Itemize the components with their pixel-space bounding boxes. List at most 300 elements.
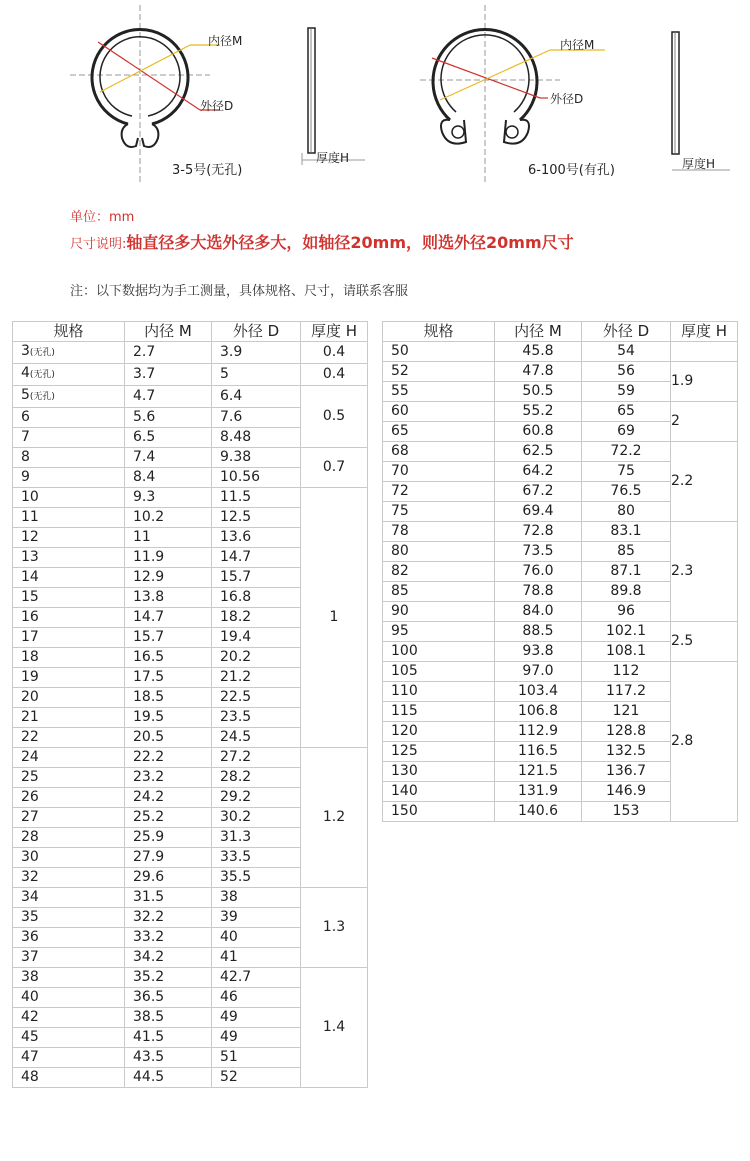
cell-size: [383, 562, 495, 582]
cell-inner-diameter: 24.2: [125, 788, 212, 808]
size-value: 100: [391, 643, 418, 659]
cell-size: [383, 522, 495, 542]
cell-inner-diameter: 62.5: [495, 442, 582, 462]
cell-outer-diameter: 35.5: [212, 868, 301, 888]
measurement-note: 注：以下数据均为手工测量，具体规格、尺寸，请联系客服: [70, 284, 409, 299]
thickness-label: 厚度H: [316, 151, 350, 165]
table-row: [13, 448, 368, 468]
cell-outer-diameter: 51: [212, 1048, 301, 1068]
cell-inner-diameter: 47.8: [495, 362, 582, 382]
size-value: 28: [21, 829, 39, 845]
cell-size: [13, 508, 125, 528]
cell-outer-diameter: 29.2: [212, 788, 301, 808]
cell-thickness: 2.2: [671, 442, 738, 522]
cell-outer-diameter: 33.5: [212, 848, 301, 868]
cell-outer-diameter: 89.8: [582, 582, 671, 602]
cell-outer-diameter: 15.7: [212, 568, 301, 588]
size-value: 37: [21, 949, 39, 965]
size-value: 20: [21, 689, 39, 705]
cell-size: [383, 662, 495, 682]
cell-outer-diameter: 3.9: [212, 342, 301, 364]
cell-outer-diameter: 56: [582, 362, 671, 382]
cell-inner-diameter: 140.6: [495, 802, 582, 822]
cell-inner-diameter: 45.8: [495, 342, 582, 362]
header-size: 规格: [383, 322, 495, 342]
table-row: [13, 364, 368, 386]
table-row: [383, 622, 738, 642]
table-header-row: [383, 322, 738, 342]
outer-diameter-label-2: 外径D: [550, 92, 584, 106]
inner-diameter-label: 内径M: [208, 34, 243, 48]
cell-outer-diameter: 76.5: [582, 482, 671, 502]
cell-size: [13, 908, 125, 928]
cell-inner-diameter: 16.5: [125, 648, 212, 668]
cell-size: [13, 928, 125, 948]
size-value: 80: [391, 543, 409, 559]
cell-inner-diameter: 44.5: [125, 1068, 212, 1088]
cell-inner-diameter: 112.9: [495, 722, 582, 742]
header-thickness: 厚度 H: [671, 322, 738, 342]
cell-inner-diameter: 13.8: [125, 588, 212, 608]
cell-inner-diameter: 25.9: [125, 828, 212, 848]
size-value: 60: [391, 403, 409, 419]
size-value: 14: [21, 569, 39, 585]
size-value: 72: [391, 483, 409, 499]
size-value: 150: [391, 803, 418, 819]
cell-size: [13, 988, 125, 1008]
cell-inner-diameter: 19.5: [125, 708, 212, 728]
cell-size: [13, 828, 125, 848]
cell-inner-diameter: 11.9: [125, 548, 212, 568]
cell-outer-diameter: 24.5: [212, 728, 301, 748]
cell-size: [13, 1028, 125, 1048]
cell-inner-diameter: 64.2: [495, 462, 582, 482]
cell-inner-diameter: 106.8: [495, 702, 582, 722]
cell-inner-diameter: 8.4: [125, 468, 212, 488]
cell-outer-diameter: 27.2: [212, 748, 301, 768]
cell-size: [383, 442, 495, 462]
cell-inner-diameter: 12.9: [125, 568, 212, 588]
cell-size: [13, 888, 125, 908]
cell-outer-diameter: 11.5: [212, 488, 301, 508]
table-row: [383, 662, 738, 682]
size-value: 32: [21, 869, 39, 885]
cell-thickness: 0.4: [301, 342, 368, 364]
cell-outer-diameter: 31.3: [212, 828, 301, 848]
size-value: 6: [21, 409, 30, 425]
spec-table-left: [12, 321, 368, 1088]
cell-size: [13, 608, 125, 628]
cell-inner-diameter: 23.2: [125, 768, 212, 788]
cell-size: [13, 488, 125, 508]
size-value: 47: [21, 1049, 39, 1065]
cell-outer-diameter: 65: [582, 402, 671, 422]
size-value: 130: [391, 763, 418, 779]
cell-inner-diameter: 31.5: [125, 888, 212, 908]
size-value: 7: [21, 429, 30, 445]
table-row: [383, 522, 738, 542]
cell-inner-diameter: 116.5: [495, 742, 582, 762]
cell-outer-diameter: 16.8: [212, 588, 301, 608]
size-value: 75: [391, 503, 409, 519]
size-value: 17: [21, 629, 39, 645]
size-value: 85: [391, 583, 409, 599]
cell-inner-diameter: 36.5: [125, 988, 212, 1008]
cell-inner-diameter: 11: [125, 528, 212, 548]
cell-outer-diameter: 146.9: [582, 782, 671, 802]
size-value: 5: [21, 387, 30, 403]
cell-size: [13, 1068, 125, 1088]
cell-size: [13, 708, 125, 728]
cell-thickness: 1.9: [671, 362, 738, 402]
size-value: 78: [391, 523, 409, 539]
cell-size: [383, 362, 495, 382]
cell-size: [383, 342, 495, 362]
cell-inner-diameter: 20.5: [125, 728, 212, 748]
cell-size: [13, 668, 125, 688]
cell-inner-diameter: 76.0: [495, 562, 582, 582]
cell-inner-diameter: 72.8: [495, 522, 582, 542]
cell-outer-diameter: 136.7: [582, 762, 671, 782]
cell-outer-diameter: 52: [212, 1068, 301, 1088]
cell-outer-diameter: 30.2: [212, 808, 301, 828]
table-row: [13, 888, 368, 908]
size-value: 27: [21, 809, 39, 825]
size-value: 82: [391, 563, 409, 579]
cell-outer-diameter: 13.6: [212, 528, 301, 548]
table-row: [383, 402, 738, 422]
size-value: 68: [391, 443, 409, 459]
cell-outer-diameter: 83.1: [582, 522, 671, 542]
cell-inner-diameter: 88.5: [495, 622, 582, 642]
cell-size: [383, 502, 495, 522]
header-inner: 内径 M: [125, 322, 212, 342]
cell-inner-diameter: 14.7: [125, 608, 212, 628]
cell-outer-diameter: 18.2: [212, 608, 301, 628]
inner-diameter-label-2: 内径M: [560, 38, 595, 52]
cell-thickness: 2: [671, 402, 738, 442]
cell-size: [13, 968, 125, 988]
cell-outer-diameter: 9.38: [212, 448, 301, 468]
size-value: 65: [391, 423, 409, 439]
spec-table-right: [382, 321, 738, 822]
size-value: 30: [21, 849, 39, 865]
cell-size: [13, 386, 125, 408]
cell-size: [383, 422, 495, 442]
table-row: [383, 362, 738, 382]
cell-inner-diameter: 131.9: [495, 782, 582, 802]
cell-outer-diameter: 85: [582, 542, 671, 562]
cell-size: [13, 364, 125, 386]
cell-size: [383, 702, 495, 722]
header-inner: 内径 M: [495, 322, 582, 342]
cell-size: [13, 548, 125, 568]
cell-inner-diameter: 29.6: [125, 868, 212, 888]
cell-outer-diameter: 132.5: [582, 742, 671, 762]
cell-size: [13, 1048, 125, 1068]
cell-thickness: 1.4: [301, 968, 368, 1088]
cell-outer-diameter: 69: [582, 422, 671, 442]
cell-size: [13, 768, 125, 788]
header-outer: 外径 D: [212, 322, 301, 342]
size-value: 36: [21, 929, 39, 945]
cell-size: [13, 428, 125, 448]
cell-size: [383, 682, 495, 702]
cell-outer-diameter: 28.2: [212, 768, 301, 788]
table-row: [13, 488, 368, 508]
size-value: 42: [21, 1009, 39, 1025]
cell-outer-diameter: 72.2: [582, 442, 671, 462]
cell-size: [383, 462, 495, 482]
cell-inner-diameter: 121.5: [495, 762, 582, 782]
cell-outer-diameter: 49: [212, 1028, 301, 1048]
cell-inner-diameter: 3.7: [125, 364, 212, 386]
cell-outer-diameter: 153: [582, 802, 671, 822]
cell-thickness: 1.2: [301, 748, 368, 888]
size-value: 18: [21, 649, 39, 665]
size-value: 9: [21, 469, 30, 485]
cell-outer-diameter: 59: [582, 382, 671, 402]
cell-outer-diameter: 12.5: [212, 508, 301, 528]
cell-inner-diameter: 7.4: [125, 448, 212, 468]
cell-size: [383, 642, 495, 662]
cell-outer-diameter: 19.4: [212, 628, 301, 648]
size-value: 52: [391, 363, 409, 379]
explain-text: 轴直径多大选外径多大，如轴径20mm，则选外径20mm尺寸: [126, 233, 574, 252]
unit-text: 单位：mm: [70, 210, 135, 225]
cell-thickness: 2.5: [671, 622, 738, 662]
size-value: 120: [391, 723, 418, 739]
cell-outer-diameter: 38: [212, 888, 301, 908]
cell-outer-diameter: 121: [582, 702, 671, 722]
cell-inner-diameter: 93.8: [495, 642, 582, 662]
size-value: 35: [21, 909, 39, 925]
cell-outer-diameter: 75: [582, 462, 671, 482]
cell-thickness: 0.4: [301, 364, 368, 386]
cell-inner-diameter: 34.2: [125, 948, 212, 968]
cell-inner-diameter: 84.0: [495, 602, 582, 622]
size-value: 38: [21, 969, 39, 985]
cell-thickness: 0.7: [301, 448, 368, 488]
cell-thickness: 2.3: [671, 522, 738, 622]
header-size: 规格: [13, 322, 125, 342]
size-value: 22: [21, 729, 39, 745]
cell-size: [383, 582, 495, 602]
cell-inner-diameter: 18.5: [125, 688, 212, 708]
cell-outer-diameter: 112: [582, 662, 671, 682]
cell-inner-diameter: 15.7: [125, 628, 212, 648]
cell-inner-diameter: 73.5: [495, 542, 582, 562]
cell-inner-diameter: 25.2: [125, 808, 212, 828]
cell-size: [13, 1008, 125, 1028]
size-value: 70: [391, 463, 409, 479]
cell-thickness: 1: [301, 488, 368, 748]
cell-outer-diameter: 5: [212, 364, 301, 386]
cell-outer-diameter: 117.2: [582, 682, 671, 702]
size-value: 15: [21, 589, 39, 605]
cell-outer-diameter: 22.5: [212, 688, 301, 708]
no-hole-tag: (无孔): [29, 370, 55, 380]
cell-size: [383, 402, 495, 422]
size-value: 48: [21, 1069, 39, 1085]
size-value: 40: [21, 989, 39, 1005]
size-value: 4: [21, 365, 30, 381]
cell-size: [383, 602, 495, 622]
cell-size: [13, 568, 125, 588]
cell-inner-diameter: 5.6: [125, 408, 212, 428]
cell-size: [383, 762, 495, 782]
cell-thickness: 1.3: [301, 888, 368, 968]
cell-outer-diameter: 102.1: [582, 622, 671, 642]
cell-outer-diameter: 80: [582, 502, 671, 522]
cell-inner-diameter: 41.5: [125, 1028, 212, 1048]
cell-outer-diameter: 128.8: [582, 722, 671, 742]
size-value: 8: [21, 449, 30, 465]
cell-inner-diameter: 60.8: [495, 422, 582, 442]
table-row: [13, 342, 368, 364]
size-value: 110: [391, 683, 418, 699]
cell-outer-diameter: 8.48: [212, 428, 301, 448]
cell-outer-diameter: 49: [212, 1008, 301, 1028]
size-value: 34: [21, 889, 39, 905]
cell-size: [13, 728, 125, 748]
cell-inner-diameter: 9.3: [125, 488, 212, 508]
cell-size: [13, 748, 125, 768]
cell-outer-diameter: 42.7: [212, 968, 301, 988]
size-value: 16: [21, 609, 39, 625]
cell-inner-diameter: 69.4: [495, 502, 582, 522]
size-value: 10: [21, 489, 39, 505]
size-value: 55: [391, 383, 409, 399]
cell-size: [383, 382, 495, 402]
outer-diameter-label: 外径D: [200, 99, 234, 113]
size-explanation: [70, 230, 574, 253]
cell-size: [383, 722, 495, 742]
size-value: 50: [391, 343, 409, 359]
size-value: 95: [391, 623, 409, 639]
cell-size: [13, 848, 125, 868]
cell-size: [383, 802, 495, 822]
cell-size: [13, 788, 125, 808]
cell-size: [13, 468, 125, 488]
size-value: 19: [21, 669, 39, 685]
cell-thickness: 2.8: [671, 662, 738, 822]
cell-outer-diameter: 23.5: [212, 708, 301, 728]
cell-outer-diameter: 21.2: [212, 668, 301, 688]
cell-size: [13, 948, 125, 968]
cell-outer-diameter: 39: [212, 908, 301, 928]
cell-inner-diameter: 10.2: [125, 508, 212, 528]
cell-size: [13, 648, 125, 668]
size-value: 125: [391, 743, 418, 759]
size-value: 90: [391, 603, 409, 619]
cell-size: [13, 688, 125, 708]
cell-outer-diameter: 7.6: [212, 408, 301, 428]
cell-inner-diameter: 33.2: [125, 928, 212, 948]
table-header-row: [13, 322, 368, 342]
cell-inner-diameter: 22.2: [125, 748, 212, 768]
size-value: 21: [21, 709, 39, 725]
size-value: 105: [391, 663, 418, 679]
cell-size: [13, 628, 125, 648]
size-value: 26: [21, 789, 39, 805]
ring-caption: 3-5号(无孔): [172, 163, 243, 178]
cell-size: [13, 408, 125, 428]
cell-thickness: 0.5: [301, 386, 368, 448]
cell-inner-diameter: 50.5: [495, 382, 582, 402]
cell-size: [383, 542, 495, 562]
cell-size: [383, 482, 495, 502]
explain-prefix: 尺寸说明:: [70, 237, 127, 252]
size-value: 25: [21, 769, 39, 785]
cell-outer-diameter: 96: [582, 602, 671, 622]
size-value: 115: [391, 703, 418, 719]
cell-outer-diameter: 40: [212, 928, 301, 948]
cell-inner-diameter: 43.5: [125, 1048, 212, 1068]
table-row: [383, 342, 738, 362]
header-thickness: 厚度 H: [301, 322, 368, 342]
cell-inner-diameter: 78.8: [495, 582, 582, 602]
cell-inner-diameter: 67.2: [495, 482, 582, 502]
cell-inner-diameter: 2.7: [125, 342, 212, 364]
cell-outer-diameter: 6.4: [212, 386, 301, 408]
table-row: [13, 748, 368, 768]
cell-outer-diameter: 87.1: [582, 562, 671, 582]
cell-size: [13, 588, 125, 608]
cell-thickness: [671, 342, 738, 362]
cell-outer-diameter: 46: [212, 988, 301, 1008]
table-row: [13, 386, 368, 408]
table-row: [13, 968, 368, 988]
size-value: 24: [21, 749, 39, 765]
table-row: [383, 442, 738, 462]
cell-outer-diameter: 20.2: [212, 648, 301, 668]
header-outer: 外径 D: [582, 322, 671, 342]
thickness-label-2: 厚度H: [682, 157, 716, 171]
cell-inner-diameter: 35.2: [125, 968, 212, 988]
cell-size: [13, 448, 125, 468]
size-value: 3: [21, 343, 30, 359]
cell-inner-diameter: 38.5: [125, 1008, 212, 1028]
size-value: 140: [391, 783, 418, 799]
cell-inner-diameter: 4.7: [125, 386, 212, 408]
cell-inner-diameter: 17.5: [125, 668, 212, 688]
cell-outer-diameter: 108.1: [582, 642, 671, 662]
cell-inner-diameter: 103.4: [495, 682, 582, 702]
size-value: 13: [21, 549, 39, 565]
cell-inner-diameter: 55.2: [495, 402, 582, 422]
size-value: 45: [21, 1029, 39, 1045]
no-hole-tag: (无孔): [29, 392, 55, 402]
cell-outer-diameter: 14.7: [212, 548, 301, 568]
cell-size: [13, 808, 125, 828]
ring-caption-2: 6-100号(有孔): [528, 163, 615, 178]
cell-size: [13, 342, 125, 364]
cell-outer-diameter: 41: [212, 948, 301, 968]
size-value: 12: [21, 529, 39, 545]
cell-size: [383, 782, 495, 802]
cell-size: [383, 742, 495, 762]
cell-inner-diameter: 32.2: [125, 908, 212, 928]
cell-inner-diameter: 27.9: [125, 848, 212, 868]
cell-size: [13, 528, 125, 548]
size-value: 11: [21, 509, 39, 525]
cell-inner-diameter: 97.0: [495, 662, 582, 682]
cell-inner-diameter: 6.5: [125, 428, 212, 448]
cell-outer-diameter: 10.56: [212, 468, 301, 488]
cell-size: [13, 868, 125, 888]
cell-outer-diameter: 54: [582, 342, 671, 362]
